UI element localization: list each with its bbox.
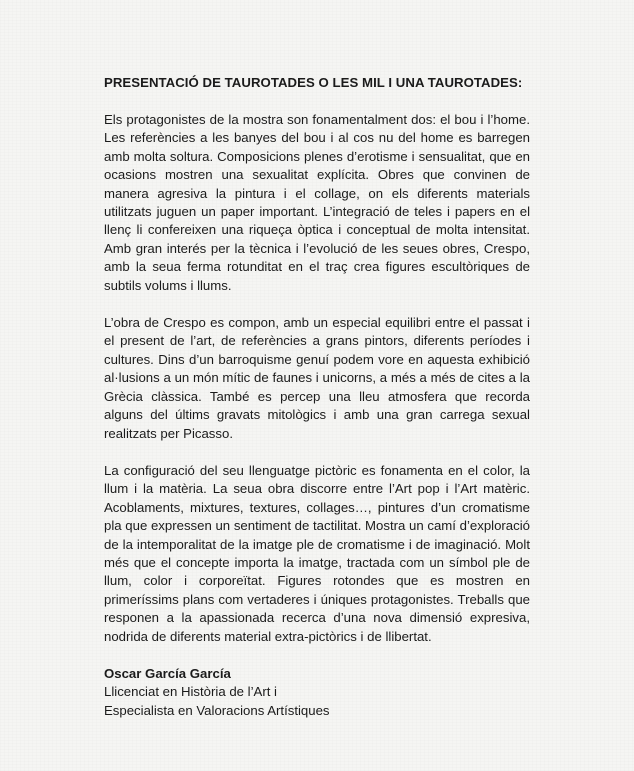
paragraph-1: Els protagonistes de la mostra son fonamentalment dos: el bou i l’home. Les referències a les banyes del bou i al cos nu del home es barregen amb molta soltura. Composicions plenes d’erotisme i sensualitat, que en ocasions mostren una sexualitat explícita. Obres que convinen de manera agresiva la pintura i el collage, on els diferents materials utilitzats juguen un paper important. L’integració de teles i papers en el llenç li confereixen una riqueça òptica i conceptual de molta intensitat. Amb gran interés per la tècnica i l’evolució de les seues obres, Crespo, amb la seua ferma rotunditat en el traç crea figures escultòriques de subtils volums i llums.: [104, 112, 530, 293]
paragraph-3: La configuració del seu llenguatge pictòric es fonamenta en el color, la llum i la matèria. La seua obra discorre entre l’Art pop i l’Art matèric. Acoblaments, mixtures, textures, collages…, pintures d’un cromatisme pla que expressen un sentiment de tactilitat. Mostra un camí d’exploració de la intemporalitat de la imatge ple de cromatisme i de imaginació. Molt més que el concepte importa la imatge, tractada com un símbol ple de llum, color i corporeïtat. Figures rotondes que es mostren en primeríssims plans com vertaderes i úniques protagonistes. Treballs que responen a la apassionada recerca d’una nova dimensió expresiva, nodrida de diferents material extra-pictòrics i de llibertat.: [104, 462, 530, 644]
paragraph-2: L’obra de Crespo es compon, amb un especial equilibri entre el passat i el present de l’art, de referències a grans pintors, diferents períodes i cultures. Dins d’un barroquisme genuí podem vore en aquesta exhibició al·lusions a un món mític de faunes i unicorns, a més a més de cites a la Grècia clàssica. També es percep una lleu atmosfera que recorda alguns del últims gravats mitològics i amb una gran carrega sexual realitzats per Picasso.: [104, 315, 530, 441]
author-name: Oscar García García: [104, 665, 231, 681]
document-title: PRESENTACIÓ DE TAUROTADES O LES MIL I UNA TAUROTADES:: [104, 75, 523, 90]
author-credential-1: Llicenciat en Història de l’Art i: [104, 684, 277, 700]
author-credential-2: Especialista en Valoracions Artístiques: [104, 702, 330, 718]
document-body: [104, 74, 530, 720]
signature-block: [104, 665, 530, 720]
